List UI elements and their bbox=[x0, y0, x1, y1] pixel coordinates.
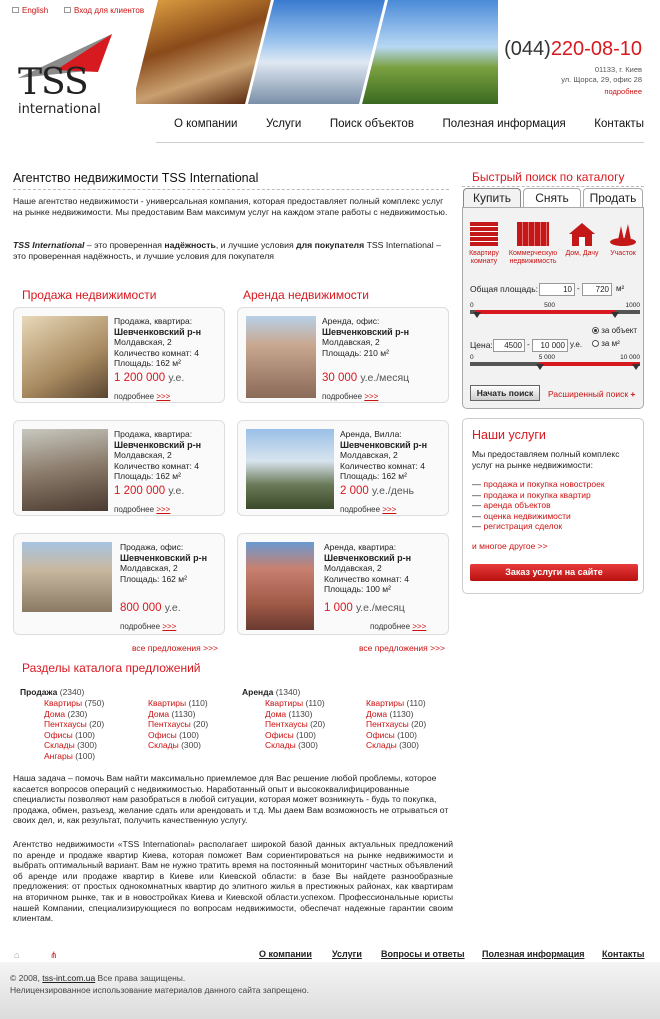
apartment-icon bbox=[470, 222, 498, 246]
listing-area: Площадь: 162 м² bbox=[340, 471, 407, 481]
catalog-item[interactable]: Дома (1130) bbox=[148, 708, 196, 719]
header-banner bbox=[136, 0, 498, 104]
listing-card[interactable] bbox=[237, 307, 449, 403]
listing-more-link[interactable]: подробнее >>> bbox=[370, 622, 427, 631]
page-title: Агентство недвижимости TSS International bbox=[13, 171, 259, 185]
address-line-2: ул. Щорса, 29, офис 28 bbox=[561, 75, 642, 84]
footer-nav-services[interactable]: Услуги bbox=[332, 949, 362, 959]
catalog-sale-col2 bbox=[148, 698, 208, 751]
database-text: Агентство недвижимости «TSS International» располагает широкой базой данных актуальных предложений по аренде и продаже квартир Киева, которая поможет Вам сориентироваться на рынке недвижимости и выбрать оптимальный вариант. Вам не нужно тратить время на постоянный мониторинг частных объявлений об аренде или продаже квартир в Киеве или Киевской области: в базе Вы найдете разнообразные предложения: от простых однокомнатных квартир до элитного жилья в престижных районах, как квартирам на вторичном рынке, так и в новостройках Киева и Киевской области.успехом. Профессиональные юристы нашей Компании, специализирующиеся по вопросам недвижимости, обеспечат надежные гарантии своим клиентам. bbox=[13, 839, 453, 924]
main-nav bbox=[174, 118, 644, 130]
listing-price: 1 000 у.е./месяц bbox=[324, 602, 405, 614]
rent-section-title: Аренда недвижимости bbox=[243, 288, 369, 302]
listing-street: Молдавская, 2 bbox=[114, 337, 172, 347]
services-list bbox=[472, 479, 605, 532]
tab-rent[interactable]: Снять bbox=[523, 188, 581, 208]
catalog-rent-header[interactable]: Аренда (1340) bbox=[242, 687, 301, 697]
listing-area: Площадь: 100 м² bbox=[324, 584, 391, 594]
area-unit: м² bbox=[616, 284, 625, 293]
logo[interactable] bbox=[16, 30, 116, 120]
price-scale: 0 5 000 10 000 bbox=[470, 354, 640, 361]
key-icon bbox=[64, 7, 71, 13]
land-plot-icon bbox=[609, 222, 637, 246]
office-building-icon bbox=[517, 222, 549, 246]
service-item[interactable]: — продажа и покупка квартир bbox=[472, 489, 591, 500]
logo-sub: international bbox=[18, 102, 101, 117]
price-handle-min-icon[interactable] bbox=[536, 364, 544, 370]
listing-photo[interactable] bbox=[246, 429, 334, 509]
listing-area: Площадь: 162 м² bbox=[114, 471, 181, 481]
listing-street: Молдавская, 2 bbox=[120, 563, 178, 573]
listing-more-link[interactable]: подробнее >>> bbox=[340, 505, 397, 514]
search-divider bbox=[462, 186, 644, 187]
flag-icon bbox=[12, 7, 19, 13]
address-line-1: 01133, г. Киев bbox=[594, 65, 642, 74]
listing-street: Молдавская, 2 bbox=[322, 337, 380, 347]
listing-district: Шевченковский р-н bbox=[114, 439, 202, 450]
listing-district: Шевченковский р-н bbox=[120, 552, 208, 563]
catalog-rent-col1 bbox=[265, 698, 325, 751]
catalog-item[interactable]: Квартиры (110) bbox=[265, 698, 325, 708]
catalog-item[interactable]: Склады (300) bbox=[148, 740, 201, 750]
radio-per-object[interactable]: за объект bbox=[592, 326, 637, 335]
listing-card[interactable] bbox=[13, 420, 225, 516]
catalog-item[interactable]: Офисы (100) bbox=[265, 729, 316, 740]
services-intro: Мы предоставляем полный комплекс услуг на рынке недвижимости: bbox=[472, 449, 620, 470]
area-to-input[interactable]: 720 bbox=[582, 283, 612, 296]
radio-checked-icon bbox=[592, 327, 599, 334]
intro-paragraph: Наше агентство недвижимости - универсальная компания, которая предоставляет полный комплекс услуг на рынке недвижимости. Мы предоставим Вам максимум услуг на каждом этапе работы с недвижимостью. bbox=[13, 196, 448, 217]
catalog-item[interactable]: Офисы (100) bbox=[366, 729, 417, 740]
intro-paragraph-2: TSS International – это проверенная надёжность, и лучшие условия для покупателя TSS International – это проверенная надёжность, и лучшие условия для покупателя bbox=[13, 240, 441, 261]
nav-info[interactable]: Полезная информация bbox=[442, 118, 566, 130]
catalog-item[interactable]: Пентхаусы (20) bbox=[265, 719, 326, 729]
listing-type: Аренда, Вилла: bbox=[340, 429, 402, 439]
catalog-item[interactable]: Офисы (100) bbox=[148, 729, 199, 740]
nav-search[interactable]: Поиск объектов bbox=[329, 118, 414, 130]
logo-name: TSS bbox=[18, 62, 88, 103]
all-rent-offers-link[interactable]: все предложения >>> bbox=[359, 643, 446, 653]
listing-card[interactable] bbox=[237, 533, 449, 635]
login-link[interactable]: Вход для клиентов bbox=[64, 6, 144, 15]
listing-type: Продажа, квартира: bbox=[114, 316, 193, 326]
price-to-input[interactable]: 10 000 bbox=[532, 339, 568, 352]
home-icon[interactable]: ⌂ bbox=[14, 950, 20, 960]
phone-number: (044)220-08-10 bbox=[504, 38, 642, 60]
footer-nav-contacts[interactable]: Контакты bbox=[602, 949, 645, 959]
price-label: Цена: bbox=[470, 340, 493, 350]
listing-area: Площадь: 162 м² bbox=[120, 573, 187, 584]
footer-nav-faq[interactable]: Вопросы и ответы bbox=[381, 949, 465, 959]
catalog-item[interactable]: Склады (300) bbox=[366, 740, 419, 750]
catalog-item[interactable]: Склады (300) bbox=[265, 740, 318, 750]
commercial-category[interactable]: Коммерческую недвижимость bbox=[506, 222, 560, 266]
catalog-item[interactable]: Квартиры (750) bbox=[44, 698, 105, 708]
advanced-search-link[interactable]: Расширенный поиск + bbox=[548, 389, 636, 399]
catalog-item[interactable]: Пентхаусы (20) bbox=[366, 719, 427, 729]
area-handle-max-icon[interactable] bbox=[611, 312, 619, 318]
land-category[interactable]: Участок bbox=[604, 222, 642, 258]
catalog-item[interactable]: Пентхаусы (20) bbox=[148, 719, 209, 729]
listing-type: Аренда, квартира: bbox=[324, 542, 397, 552]
catalog-sale-col1 bbox=[44, 698, 104, 761]
radio-unchecked-icon bbox=[592, 340, 599, 347]
area-from-input[interactable]: 10 bbox=[539, 283, 575, 296]
catalog-item[interactable]: Пентхаусы (20) bbox=[44, 719, 105, 729]
catalog-item[interactable]: Дома (1130) bbox=[366, 708, 414, 719]
area-handle-min-icon[interactable] bbox=[473, 312, 481, 318]
nav-services[interactable]: Услуги bbox=[265, 118, 302, 130]
catalog-rent-col2 bbox=[366, 698, 426, 751]
contact-block bbox=[504, 38, 642, 96]
title-divider bbox=[13, 189, 449, 190]
tab-sell[interactable]: Продать bbox=[583, 188, 643, 208]
service-item[interactable]: — оценка недвижимости bbox=[472, 510, 571, 521]
catalog-title: Разделы каталога предложений bbox=[22, 661, 201, 675]
order-service-button[interactable]: Заказ услуги на сайте bbox=[470, 564, 638, 581]
price-unit: у.е. bbox=[570, 340, 583, 349]
catalog-sale-header[interactable]: Продажа (2340) bbox=[20, 687, 85, 697]
service-item[interactable]: — аренда объектов bbox=[472, 500, 551, 510]
listing-card[interactable] bbox=[13, 307, 225, 403]
all-sale-offers-link[interactable]: все предложения >>> bbox=[132, 643, 219, 653]
listing-card[interactable] bbox=[13, 533, 225, 635]
listing-photo[interactable] bbox=[22, 316, 108, 398]
sale-section-title: Продажа недвижимости bbox=[22, 288, 157, 302]
tab-buy[interactable]: Купить bbox=[463, 188, 521, 209]
listing-photo[interactable] bbox=[246, 316, 316, 398]
listing-photo[interactable] bbox=[246, 542, 314, 630]
site-link[interactable]: tss-int.com.ua bbox=[42, 973, 96, 983]
listing-price: 30 000 у.е./месяц bbox=[322, 372, 410, 384]
footer-nav-about[interactable]: О компании bbox=[259, 949, 312, 959]
copyright: © 2008, tss-int.com.ua Все права защищены. bbox=[10, 973, 186, 983]
area-slider-range bbox=[475, 310, 615, 314]
house-icon bbox=[568, 222, 596, 246]
footer-nav-info[interactable]: Полезная информация bbox=[482, 949, 585, 959]
service-item[interactable]: — продажа и покупка новостроек bbox=[472, 479, 605, 489]
listing-street: Молдавская, 2 bbox=[340, 450, 398, 460]
listing-photo[interactable] bbox=[22, 542, 112, 612]
house-category[interactable]: Дом, Дачу bbox=[562, 222, 602, 258]
copyright-notice: Нелицензированное использование материалов данного сайта запрещено. bbox=[10, 985, 309, 995]
listing-area: Площадь: 162 м² bbox=[114, 358, 181, 368]
listing-type: Аренда, офис: bbox=[322, 316, 380, 326]
listing-price: 2 000 у.е./день bbox=[340, 485, 415, 497]
price-handle-max-icon[interactable] bbox=[632, 364, 640, 370]
listing-more-link[interactable]: подробнее >>> bbox=[114, 392, 171, 401]
nav-divider bbox=[156, 142, 644, 143]
nav-contacts[interactable]: Контакты bbox=[594, 118, 644, 130]
listing-price: 1 200 000 у.е. bbox=[114, 372, 185, 384]
listing-more-link[interactable]: подробнее >>> bbox=[322, 392, 379, 401]
listing-type: Продажа, квартира: bbox=[114, 429, 193, 439]
mission-text: Наша задача – помочь Вам найти максимально приемлемое для Вас решение любой проблемы, которое касается вопросов операций с недвижимостью. Наработанный опыт и высококвалифицированные специалисты позволяют нам разобраться в любой ситуации, которая может возникнуть - будь то покупка, продажа, обмен, разъезд, желание сдать или арендовать и т.д. Мы даем Вам возможность не отрываться от своих дел, и, как результат, получить качественную услугу. bbox=[13, 773, 449, 826]
listing-price: 1 200 000 у.е. bbox=[114, 485, 185, 497]
sitemap-icon[interactable]: ⋔ bbox=[50, 950, 58, 960]
listing-type: Продажа, офис: bbox=[120, 542, 184, 552]
price-slider-range bbox=[540, 362, 640, 366]
listing-street: Молдавская, 2 bbox=[114, 450, 172, 460]
listing-rooms: Количество комнат: 4 bbox=[340, 460, 425, 471]
listing-district: Шевченковский р-н bbox=[322, 326, 410, 337]
area-scale: 0 500 1000 bbox=[470, 302, 640, 309]
listing-photo[interactable] bbox=[22, 429, 108, 511]
catalog-item[interactable]: Квартиры (110) bbox=[148, 698, 208, 708]
nav-about[interactable]: О компании bbox=[174, 118, 238, 130]
language-link[interactable]: English bbox=[12, 6, 48, 15]
listing-card[interactable] bbox=[237, 420, 449, 516]
catalog-item[interactable]: Ангары (100) bbox=[44, 750, 96, 761]
services-title: Наши услуги bbox=[472, 428, 546, 442]
catalog-item[interactable]: Офисы (100) bbox=[44, 729, 95, 740]
listing-district: Шевченковский р-н bbox=[340, 439, 428, 450]
listing-district: Шевченковский р-н bbox=[324, 552, 412, 563]
contact-more-link[interactable]: подробнее bbox=[604, 87, 642, 96]
service-item[interactable]: — регистрация сделок bbox=[472, 521, 563, 531]
listing-district: Шевченковский р-н bbox=[114, 326, 202, 337]
price-dash: - bbox=[527, 340, 530, 349]
catalog-item[interactable]: Склады (300) bbox=[44, 740, 97, 750]
listing-rooms: Количество комнат: 4 bbox=[324, 573, 409, 584]
catalog-item[interactable]: Дома (230) bbox=[44, 708, 88, 719]
listing-price: 800 000 у.е. bbox=[120, 602, 181, 614]
catalog-item[interactable]: Дома (1130) bbox=[265, 708, 313, 719]
search-title: Быстрый поиск по каталогу bbox=[472, 170, 625, 184]
listing-area: Площадь: 210 м² bbox=[322, 347, 389, 358]
listing-rooms: Количество комнат: 4 bbox=[114, 460, 199, 471]
price-from-input[interactable]: 4500 bbox=[493, 339, 525, 352]
listing-more-link[interactable]: подробнее >>> bbox=[120, 622, 177, 631]
services-more-link[interactable]: и многое другое >> bbox=[472, 541, 548, 551]
area-label: Общая площадь: bbox=[470, 284, 539, 294]
listing-street: Молдавская, 2 bbox=[324, 563, 382, 573]
listing-rooms: Количество комнат: 4 bbox=[114, 347, 199, 358]
area-dash: - bbox=[577, 284, 580, 293]
listing-more-link[interactable]: подробнее >>> bbox=[114, 505, 171, 514]
radio-per-m2[interactable]: за м² bbox=[592, 339, 620, 348]
catalog-item[interactable]: Квартиры (110) bbox=[366, 698, 426, 708]
apartment-category[interactable]: Квартиру комнату bbox=[463, 222, 505, 266]
start-search-button[interactable]: Начать поиск bbox=[470, 385, 540, 401]
